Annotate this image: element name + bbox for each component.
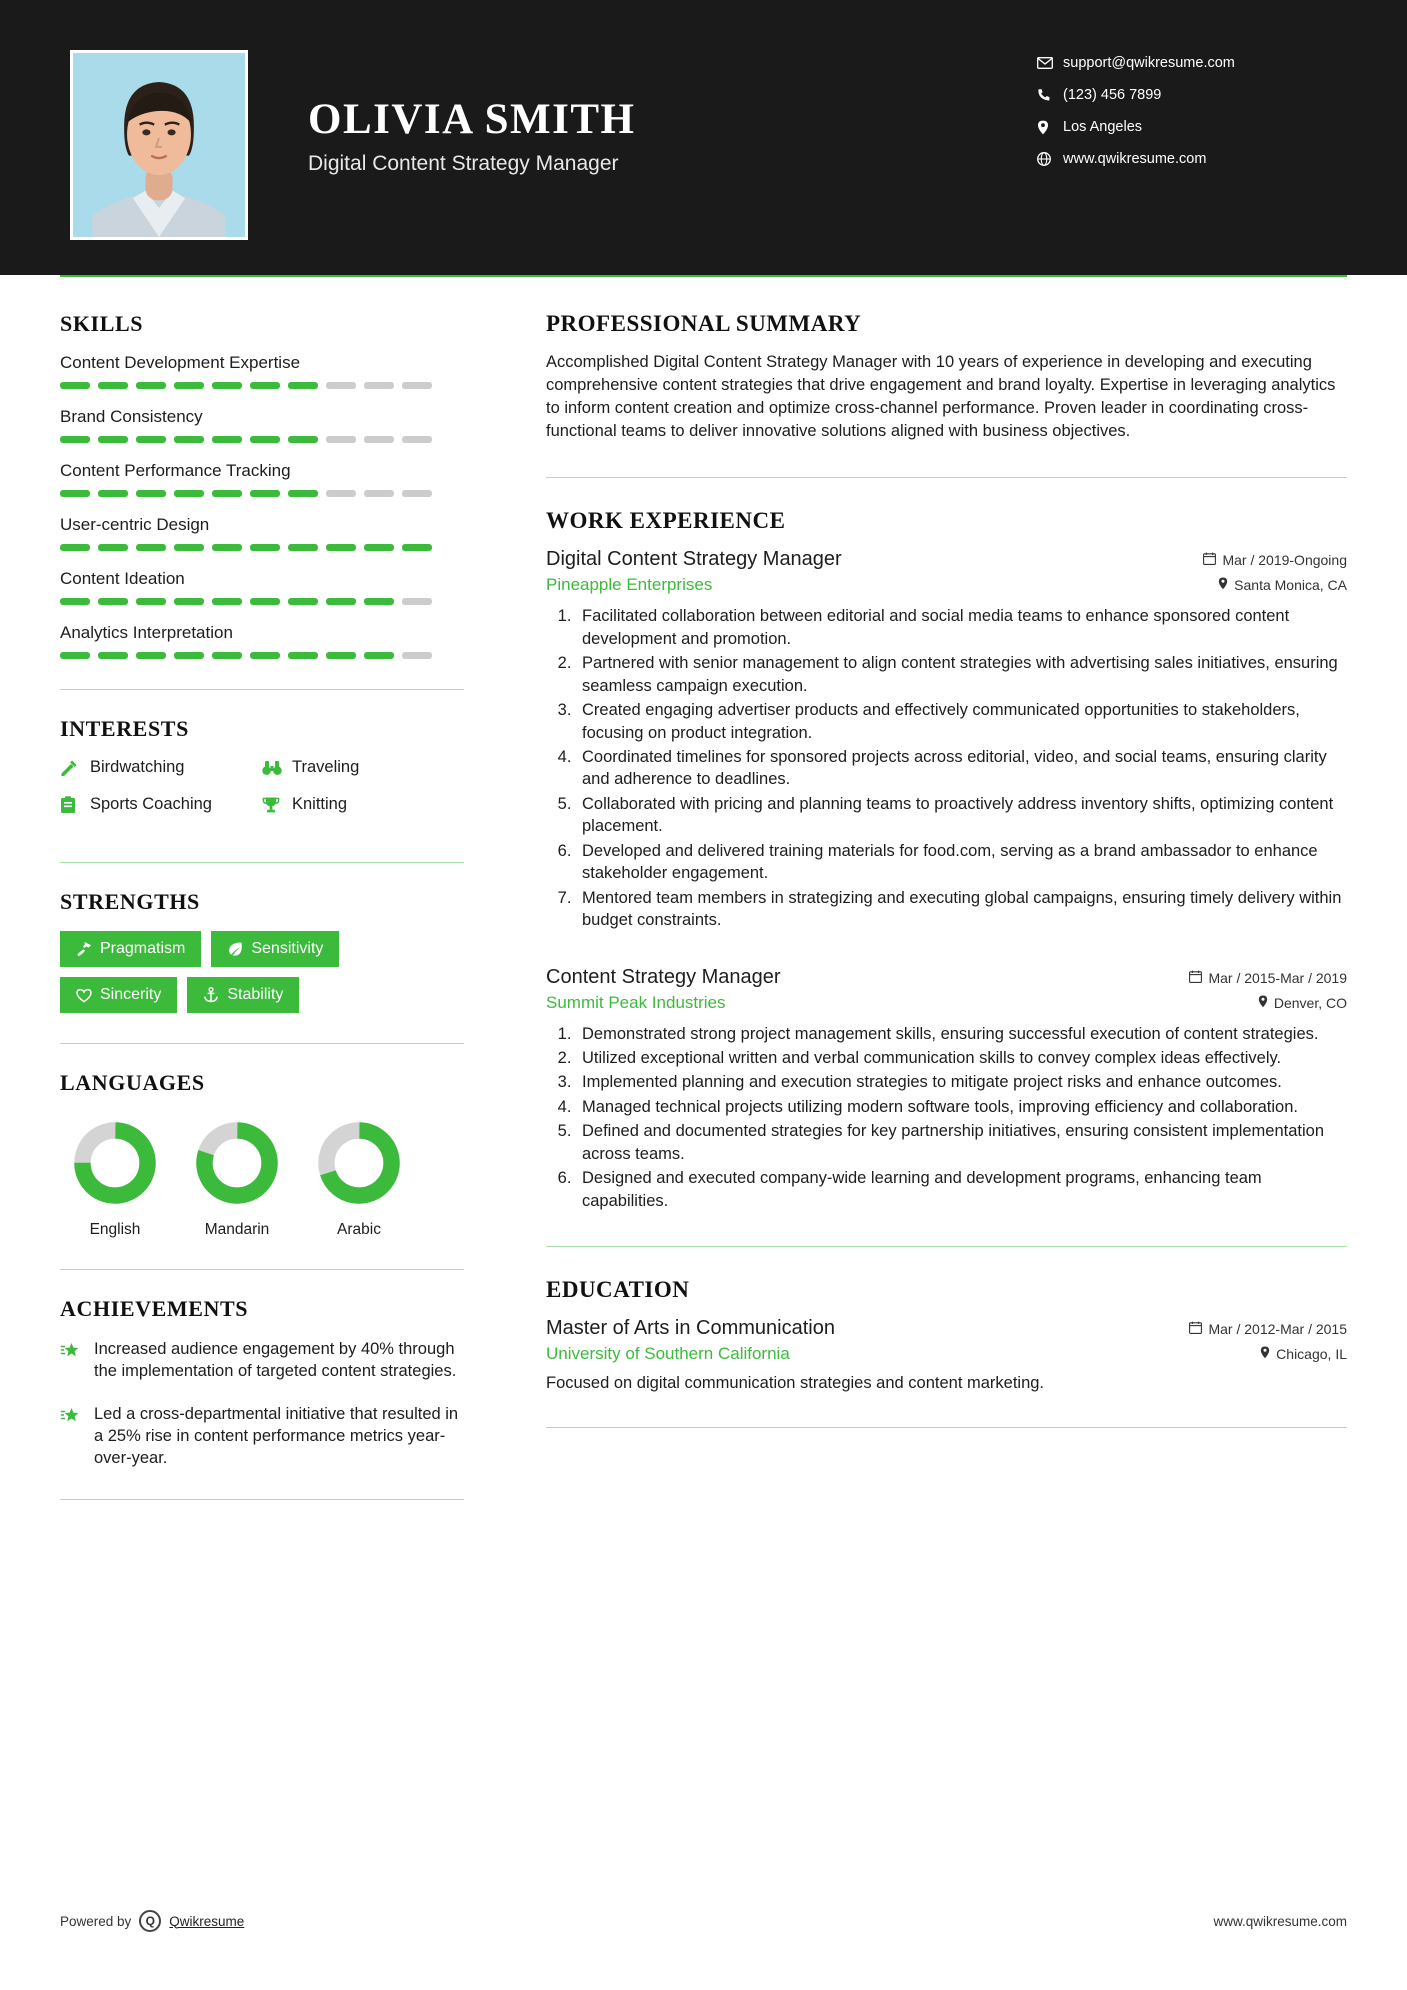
job-location-text: Santa Monica, CA: [1234, 577, 1347, 594]
resume-header: [0, 0, 1407, 275]
section-divider: [60, 1043, 464, 1044]
language-donut-mandarin: [194, 1120, 280, 1206]
interest-item: [262, 795, 464, 814]
strength-chip: [211, 931, 339, 967]
trophy-icon: [262, 796, 292, 814]
interest-item: [60, 758, 262, 777]
section-divider: [546, 477, 1347, 478]
achievement-item: [60, 1403, 464, 1470]
skill-rating: [60, 436, 464, 443]
strength-chip: [60, 977, 177, 1013]
education-section: [546, 1277, 1347, 1393]
skill-rating: [60, 382, 464, 389]
avatar-illustration: [73, 53, 245, 237]
education-title: EDUCATION: [546, 1277, 690, 1302]
strength-label: Sensitivity: [251, 940, 324, 957]
job-bullet: 5. Defined and documented strategies for key partnership initiatives, ensuring consistent implementation across teams.: [576, 1120, 1347, 1165]
job-title: Digital Content Strategy Manager: [546, 548, 842, 571]
language-label: Arabic: [337, 1221, 381, 1238]
language-item: [72, 1120, 158, 1239]
skill-item: [60, 353, 464, 389]
work-title: WORK EXPERIENCE: [546, 508, 786, 534]
languages-list: [60, 1112, 464, 1239]
powered-by-label: Powered by: [60, 1913, 132, 1929]
location-pin-icon: [1258, 995, 1268, 1011]
skill-item: [60, 461, 464, 497]
hammer-icon: [76, 941, 92, 957]
heart-icon: [76, 988, 92, 1003]
job-bullet: 1. Facilitated collaboration between editorial and social media teams to enhance sponsored content development and promotion.: [576, 605, 1347, 650]
qwikresume-logo-icon: Q: [139, 1910, 161, 1932]
strengths-title: STRENGTHS: [60, 889, 200, 914]
job-header: [546, 966, 1347, 989]
footer-website[interactable]: www.qwikresume.com: [1213, 1913, 1347, 1929]
job-title: Content Strategy Manager: [546, 965, 781, 988]
skill-label: Content Ideation: [60, 569, 185, 588]
job-bullet: 2. Partnered with senior management to align content strategies with advertising sales initiatives, ensuring seamless campaign execution.: [576, 652, 1347, 697]
job-date: [1189, 970, 1347, 986]
section-divider: [60, 689, 464, 690]
header-divider: [60, 275, 1347, 277]
phone-icon: [1037, 88, 1063, 102]
contact-location-text: Los Angeles: [1063, 119, 1143, 135]
full-name: OLIVIA SMITH: [308, 96, 636, 143]
education-description: Focused on digital communication strategies and content marketing.: [546, 1374, 1045, 1392]
contact-location: [1037, 119, 1347, 135]
location-pin-icon: [1037, 120, 1063, 135]
interest-label: Traveling: [292, 758, 360, 776]
job-bullet: 3. Created engaging advertiser products and effectively communicated opportunities to stakeholders, focusing on product integration.: [576, 699, 1347, 744]
sidebar: [60, 311, 500, 1526]
achievements-title: ACHIEVEMENTS: [60, 1296, 249, 1321]
interests-title: INTERESTS: [60, 716, 189, 741]
achievement-text: Increased audience engagement by 40% through the implementation of targeted content strategies.: [94, 1340, 457, 1381]
job-location-text: Denver, CO: [1273, 994, 1347, 1011]
brand-name-link[interactable]: Qwikresume: [169, 1913, 245, 1929]
interest-item: [262, 758, 464, 777]
skills-section: [60, 311, 464, 659]
job-company: Summit Peak Industries: [546, 992, 726, 1012]
job-entry: [546, 548, 1347, 931]
strength-chip: [60, 931, 201, 967]
contact-phone[interactable]: [1037, 87, 1347, 103]
education-header: [546, 1317, 1347, 1340]
strength-label: Stability: [227, 986, 284, 1003]
achievements-section: [60, 1296, 464, 1469]
job-location: [1258, 995, 1347, 1011]
education-location: [1260, 1346, 1347, 1362]
skill-label: User-centric Design: [60, 515, 210, 534]
contact-list: [1037, 55, 1347, 183]
contact-website[interactable]: [1037, 151, 1347, 167]
job-bullet: 2. Utilized exceptional written and verbal communication skills to convey complex ideas effectively.: [576, 1047, 1347, 1069]
section-divider: [60, 1499, 464, 1500]
job-bullets: [576, 1023, 1347, 1213]
achievement-text: Led a cross-departmental initiative that resulted in a 25% rise in content performance metrics year-over-year.: [94, 1404, 459, 1468]
skill-item: [60, 407, 464, 443]
language-label: Mandarin: [204, 1221, 270, 1238]
contact-email-text: support@qwikresume.com: [1063, 55, 1235, 71]
languages-section: [60, 1070, 464, 1239]
work-experience-section: [546, 508, 1347, 1212]
anchor-icon: [203, 987, 219, 1003]
interest-item: [60, 795, 262, 814]
education-location-text: Chicago, IL: [1276, 1346, 1347, 1362]
leaf-icon: [227, 941, 243, 957]
job-date-text: Mar / 2015-Mar / 2019: [1208, 969, 1347, 986]
star-badge-icon: [60, 1338, 94, 1383]
skills-title: SKILLS: [60, 311, 144, 336]
section-divider: [546, 1427, 1347, 1428]
job-subheader: [546, 993, 1347, 1013]
footer-brand[interactable]: [60, 1910, 244, 1932]
interests-section: [60, 716, 464, 832]
summary-text: Accomplished Digital Content Strategy Manager with 10 years of experience in developing and executing comprehensive content strategies that drive engagement and brand loyalty. Expertise in leveraging analytics to inform content creation and optimize cross-channel performance. Proven leader in coordinating cross-functional teams to deliver innovative solutions aligned with business objectives.: [546, 353, 1336, 441]
calendar-icon: [1189, 1321, 1202, 1337]
education-date-text: Mar / 2012-Mar / 2015: [1208, 1321, 1347, 1337]
clipboard-icon: [60, 796, 90, 814]
education-degree: Master of Arts in Communication: [546, 1317, 835, 1339]
job-bullet: 4. Managed technical projects utilizing modern software tools, improving efficiency and collaboration.: [576, 1096, 1347, 1118]
languages-title: LANGUAGES: [60, 1070, 205, 1095]
bird-icon: [60, 759, 90, 777]
strength-label: Pragmatism: [100, 940, 186, 957]
job-bullet: 7. Mentored team members in strategizing and executing global campaigns, ensuring timely delivery within budget constraints.: [576, 887, 1347, 932]
summary-title: PROFESSIONAL SUMMARY: [546, 311, 862, 336]
job-header: [546, 548, 1347, 571]
strength-label: Sincerity: [100, 986, 162, 1003]
section-divider: [546, 1246, 1347, 1247]
interests-list: [60, 758, 464, 832]
skill-rating: [60, 490, 464, 497]
name-block: [308, 50, 635, 176]
skill-label: Content Performance Tracking: [60, 461, 291, 480]
language-label: English: [89, 1221, 141, 1238]
skill-label: Content Development Expertise: [60, 353, 301, 372]
location-pin-icon: [1218, 577, 1228, 593]
skill-label: Brand Consistency: [60, 407, 203, 426]
interest-label: Sports Coaching: [90, 795, 212, 813]
contact-website-text: www.qwikresume.com: [1063, 151, 1207, 167]
strength-chip: [187, 977, 299, 1013]
star-badge-icon: [60, 1403, 94, 1470]
binoculars-icon: [262, 760, 292, 776]
skill-rating: [60, 598, 464, 605]
job-location: [1218, 577, 1347, 593]
skill-rating: [60, 652, 464, 659]
contact-email[interactable]: [1037, 55, 1347, 71]
skill-rating: [60, 544, 464, 551]
job-bullet: 6. Developed and delivered training materials for food.com, serving as a brand ambassador to enhance stakeholder engagement.: [576, 840, 1347, 885]
job-bullet: 3. Implemented planning and execution strategies to mitigate project risks and enhance outcomes.: [576, 1071, 1347, 1093]
page-footer: [60, 1910, 1347, 1932]
strengths-list: [60, 931, 464, 1013]
education-date: [1189, 1321, 1347, 1337]
job-role: Digital Content Strategy Manager: [308, 152, 619, 175]
contact-phone-text: (123) 456 7899: [1063, 87, 1162, 103]
avatar: [70, 50, 248, 240]
section-divider: [60, 862, 464, 863]
calendar-icon: [1189, 970, 1202, 986]
globe-icon: [1037, 152, 1063, 166]
language-item: [316, 1120, 402, 1239]
job-subheader: [546, 575, 1347, 595]
job-bullet: 4. Coordinated timelines for sponsored projects across editorial, video, and social teams, ensuring clarity and adherence to deadlines.: [576, 746, 1347, 791]
achievement-item: [60, 1338, 464, 1383]
job-date-text: Mar / 2019-Ongoing: [1222, 552, 1347, 569]
skill-item: [60, 515, 464, 551]
mail-icon: [1037, 57, 1063, 69]
language-donut-english: [72, 1120, 158, 1206]
skill-item: [60, 623, 464, 659]
job-bullet: 6. Designed and executed company-wide learning and development programs, enhancing team capabilities.: [576, 1167, 1347, 1212]
interest-label: Birdwatching: [90, 758, 185, 776]
education-school: University of Southern California: [546, 1344, 790, 1363]
location-pin-icon: [1260, 1346, 1270, 1362]
job-bullets: [576, 605, 1347, 931]
calendar-icon: [1203, 552, 1216, 568]
education-subheader: [546, 1344, 1347, 1364]
resume-body: [0, 275, 1407, 1526]
job-entry: [546, 966, 1347, 1213]
language-item: [194, 1120, 280, 1239]
interest-label: Knitting: [292, 795, 348, 813]
job-company: Pineapple Enterprises: [546, 575, 713, 595]
section-divider: [60, 1269, 464, 1270]
job-bullet: 1. Demonstrated strong project management skills, ensuring successful execution of content strategies.: [576, 1023, 1347, 1045]
job-bullet: 5. Collaborated with pricing and planning teams to proactively address inventory shifts, optimizing content placement.: [576, 793, 1347, 838]
skill-label: Analytics Interpretation: [60, 623, 233, 642]
language-donut-arabic: [316, 1120, 402, 1206]
skill-item: [60, 569, 464, 605]
job-date: [1203, 552, 1347, 568]
main-content: [500, 311, 1347, 1526]
summary-section: [546, 311, 1347, 443]
strengths-section: [60, 889, 464, 1013]
